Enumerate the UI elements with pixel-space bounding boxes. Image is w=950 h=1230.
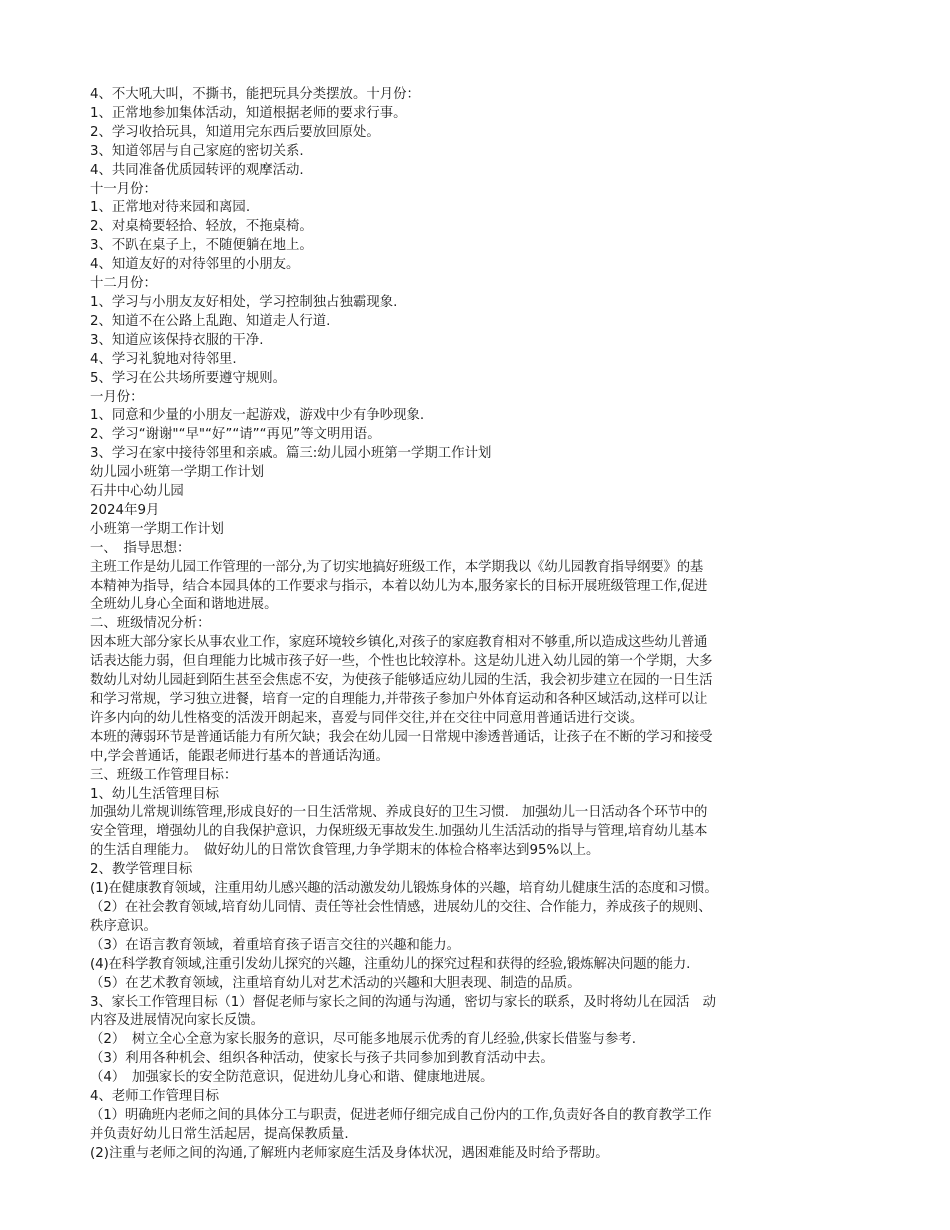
section-heading: 一、 指导思想： <box>90 540 191 556</box>
subsection-heading: 2、教学管理目标 <box>90 862 193 878</box>
text-line: 许多内向的幼儿性格变的活泼开朗起来，喜爱与同伴交往,并在交往中同意用普通话进行交谈。 <box>90 710 644 726</box>
document-page <box>90 86 880 1164</box>
text-line: 1、正常地对待来园和离园. <box>90 200 251 216</box>
text-line: 2、学习“谢谢"“早"“好”“请”“再见”等文明用语。 <box>90 427 381 443</box>
document-title: 幼儿园小班第一学期工作计划 <box>90 465 265 481</box>
text-line: 4、共同准备优质园转评的观摩活动. <box>90 162 304 178</box>
text-line: （3）在语言教育领域，着重培育孩子语言交往的兴趣和能力。 <box>90 937 461 953</box>
text-line: 1、同意和少量的小朋友一起游戏，游戏中少有争吵现象. <box>90 408 425 424</box>
text-line: 主班工作是幼儿园工作管理的一部分,为了切实地搞好班级工作，本学期我以《幼儿园教育指导纲要》的基 <box>90 559 704 575</box>
section-heading: 十一月份： <box>90 181 157 197</box>
subsection-heading: 4、老师工作管理目标 <box>90 1089 220 1105</box>
text-line: 1、正常地参加集体活动，知道根据老师的要求行事。 <box>90 105 407 121</box>
text-line: 2、对桌椅要轻拾、轻放，不拖桌椅。 <box>90 219 313 235</box>
text-line: 话表达能力弱，但自理能力比城市孩子好一些，个性也比较淳朴。这是幼儿进入幼儿园的第一个学期，大多 <box>90 654 713 670</box>
section-heading: 十二月份： <box>90 276 157 292</box>
text-line: （2）在社会教育领域,培育幼儿同情、责任等社会性情感，进展幼儿的交往、合作能力，养成孩子的规则、 <box>90 899 712 915</box>
text-line: 3、家长工作管理目标（1）督促老师与家长之间的沟通与沟通，密切与家长的联系，及时将幼儿在园活 动 <box>90 994 716 1010</box>
text-line: (1)在健康教育领域，注重用幼儿感兴趣的活动激发幼儿锻炼身体的兴趣，培育幼儿健康生活的态度和习惯。 <box>90 881 718 897</box>
section-heading: 二、班级情况分析： <box>90 616 211 632</box>
subsection-heading: 1、幼儿生活管理目标 <box>90 786 220 802</box>
text-line: (2)注重与老师之间的沟通,了解班内老师家庭生活及身体状况，遇困难能及时给予帮助。 <box>90 1145 609 1161</box>
text-line: 3、知道邻居与自己家庭的密切关系. <box>90 143 304 159</box>
text-line: 3、学习在家中接待邻里和亲戚。篇三:幼儿园小班第一学期工作计划 <box>90 446 492 462</box>
text-line: 全班幼儿身心全面和谐地进展。 <box>90 597 278 613</box>
text-line: （3）利用各种机会、组织各种活动，使家长与孩子共同参加到教育活动中去。 <box>90 1051 554 1067</box>
text-line: 加强幼儿常规训练管理,形成良好的一日生活常规、养成良好的卫生习惯. 加强幼儿一日活动各个环节中的 <box>90 805 708 821</box>
text-line: （5）在艺术教育领域，注重培育幼儿对艺术活动的兴趣和大胆表现、制造的品质。 <box>90 975 581 991</box>
text-line: 本班的薄弱环节是普通话能力有所欠缺；我会在幼儿园一日常规中渗透普通话，让孩子在不断的学习和接受 <box>90 729 713 745</box>
text-line: 4、不大吼大叫，不撕书，能把玩具分类摆放。十月份： <box>90 87 420 102</box>
text-line: 秩序意识。 <box>90 918 157 934</box>
plan-title: 小班第一学期工作计划 <box>90 521 224 537</box>
text-line: 2、学习收拾玩具，知道用完东西后要放回原处。 <box>90 124 380 140</box>
text-line: 2、知道不在公路上乱跑、知道走人行道. <box>90 313 331 329</box>
text-line: 1、学习与小朋友友好相处，学习控制独占独霸现象. <box>90 294 398 310</box>
document-date: 2024年9月 <box>90 502 160 518</box>
text-line: 3、不趴在桌子上，不随便躺在地上。 <box>90 238 313 254</box>
text-line: 并负责好幼儿日常生活起居，提高保教质量. <box>90 1126 349 1142</box>
text-line: 中,学会普通话，能跟老师进行基本的普通话沟通。 <box>90 748 389 764</box>
text-line: 内容及进展情况向家长反馈。 <box>90 1013 265 1029</box>
text-line: 3、知道应该保持衣服的干净. <box>90 332 264 348</box>
section-heading: 三、班级工作管理目标： <box>90 767 238 783</box>
text-line: 数幼儿对幼儿园赶到陌生甚至会焦虑不安，为使孩子能够适应幼儿园的生活，我会初步建立在园的一日生活 <box>90 673 713 689</box>
text-line: （4） 加强家长的安全防范意识，促进幼儿身心和谐、健康地进展。 <box>90 1070 494 1086</box>
text-line: （1）明确班内老师之间的具体分工与职责，促进老师仔细完成自己份内的工作,负责好各自的教育教学工作 <box>90 1107 712 1123</box>
text-line: 和学习常规，学习独立进餐，培育一定的自理能力,并带孩子参加户外体育运动和各种区域活动,这样可以让 <box>90 692 708 707</box>
text-line: 4、知道友好的对待邻里的小朋友。 <box>90 257 300 273</box>
text-line: 因本班大部分家长从事农业工作，家庭环境较乡镇化,对孩子的家庭教育相对不够重,所以造成这些幼儿普通 <box>90 635 708 651</box>
text-line: 的生活自理能力。 做好幼儿的日常饮食管理,力争学期末的体检合格率达到95%以上。 <box>90 843 600 859</box>
section-heading: 一月份： <box>90 389 144 405</box>
text-line: 安全管理，增强幼儿的自我保护意识，力保班级无事故发生.加强幼儿生活活动的指导与管理,培育幼儿基本 <box>90 824 708 840</box>
school-name: 石井中心幼儿园 <box>90 484 184 500</box>
text-line: (4)在科学教育领域,注重引发幼儿探究的兴趣，注重幼儿的探究过程和获得的经验,锻炼解决问题的能力. <box>90 956 691 972</box>
text-line: 5、学习在公共场所要遵守规则。 <box>90 370 286 386</box>
text-line: （2） 树立全心全意为家长服务的意识，尽可能多地展示优秀的育儿经验,供家长借鉴与参考. <box>90 1032 636 1048</box>
text-line: 本精神为指导，结合本园具体的工作要求与指示，本着以幼儿为本,服务家长的目标开展班级管理工作,促进 <box>90 578 708 594</box>
text-line: 4、学习礼貌地对待邻里. <box>90 351 237 367</box>
